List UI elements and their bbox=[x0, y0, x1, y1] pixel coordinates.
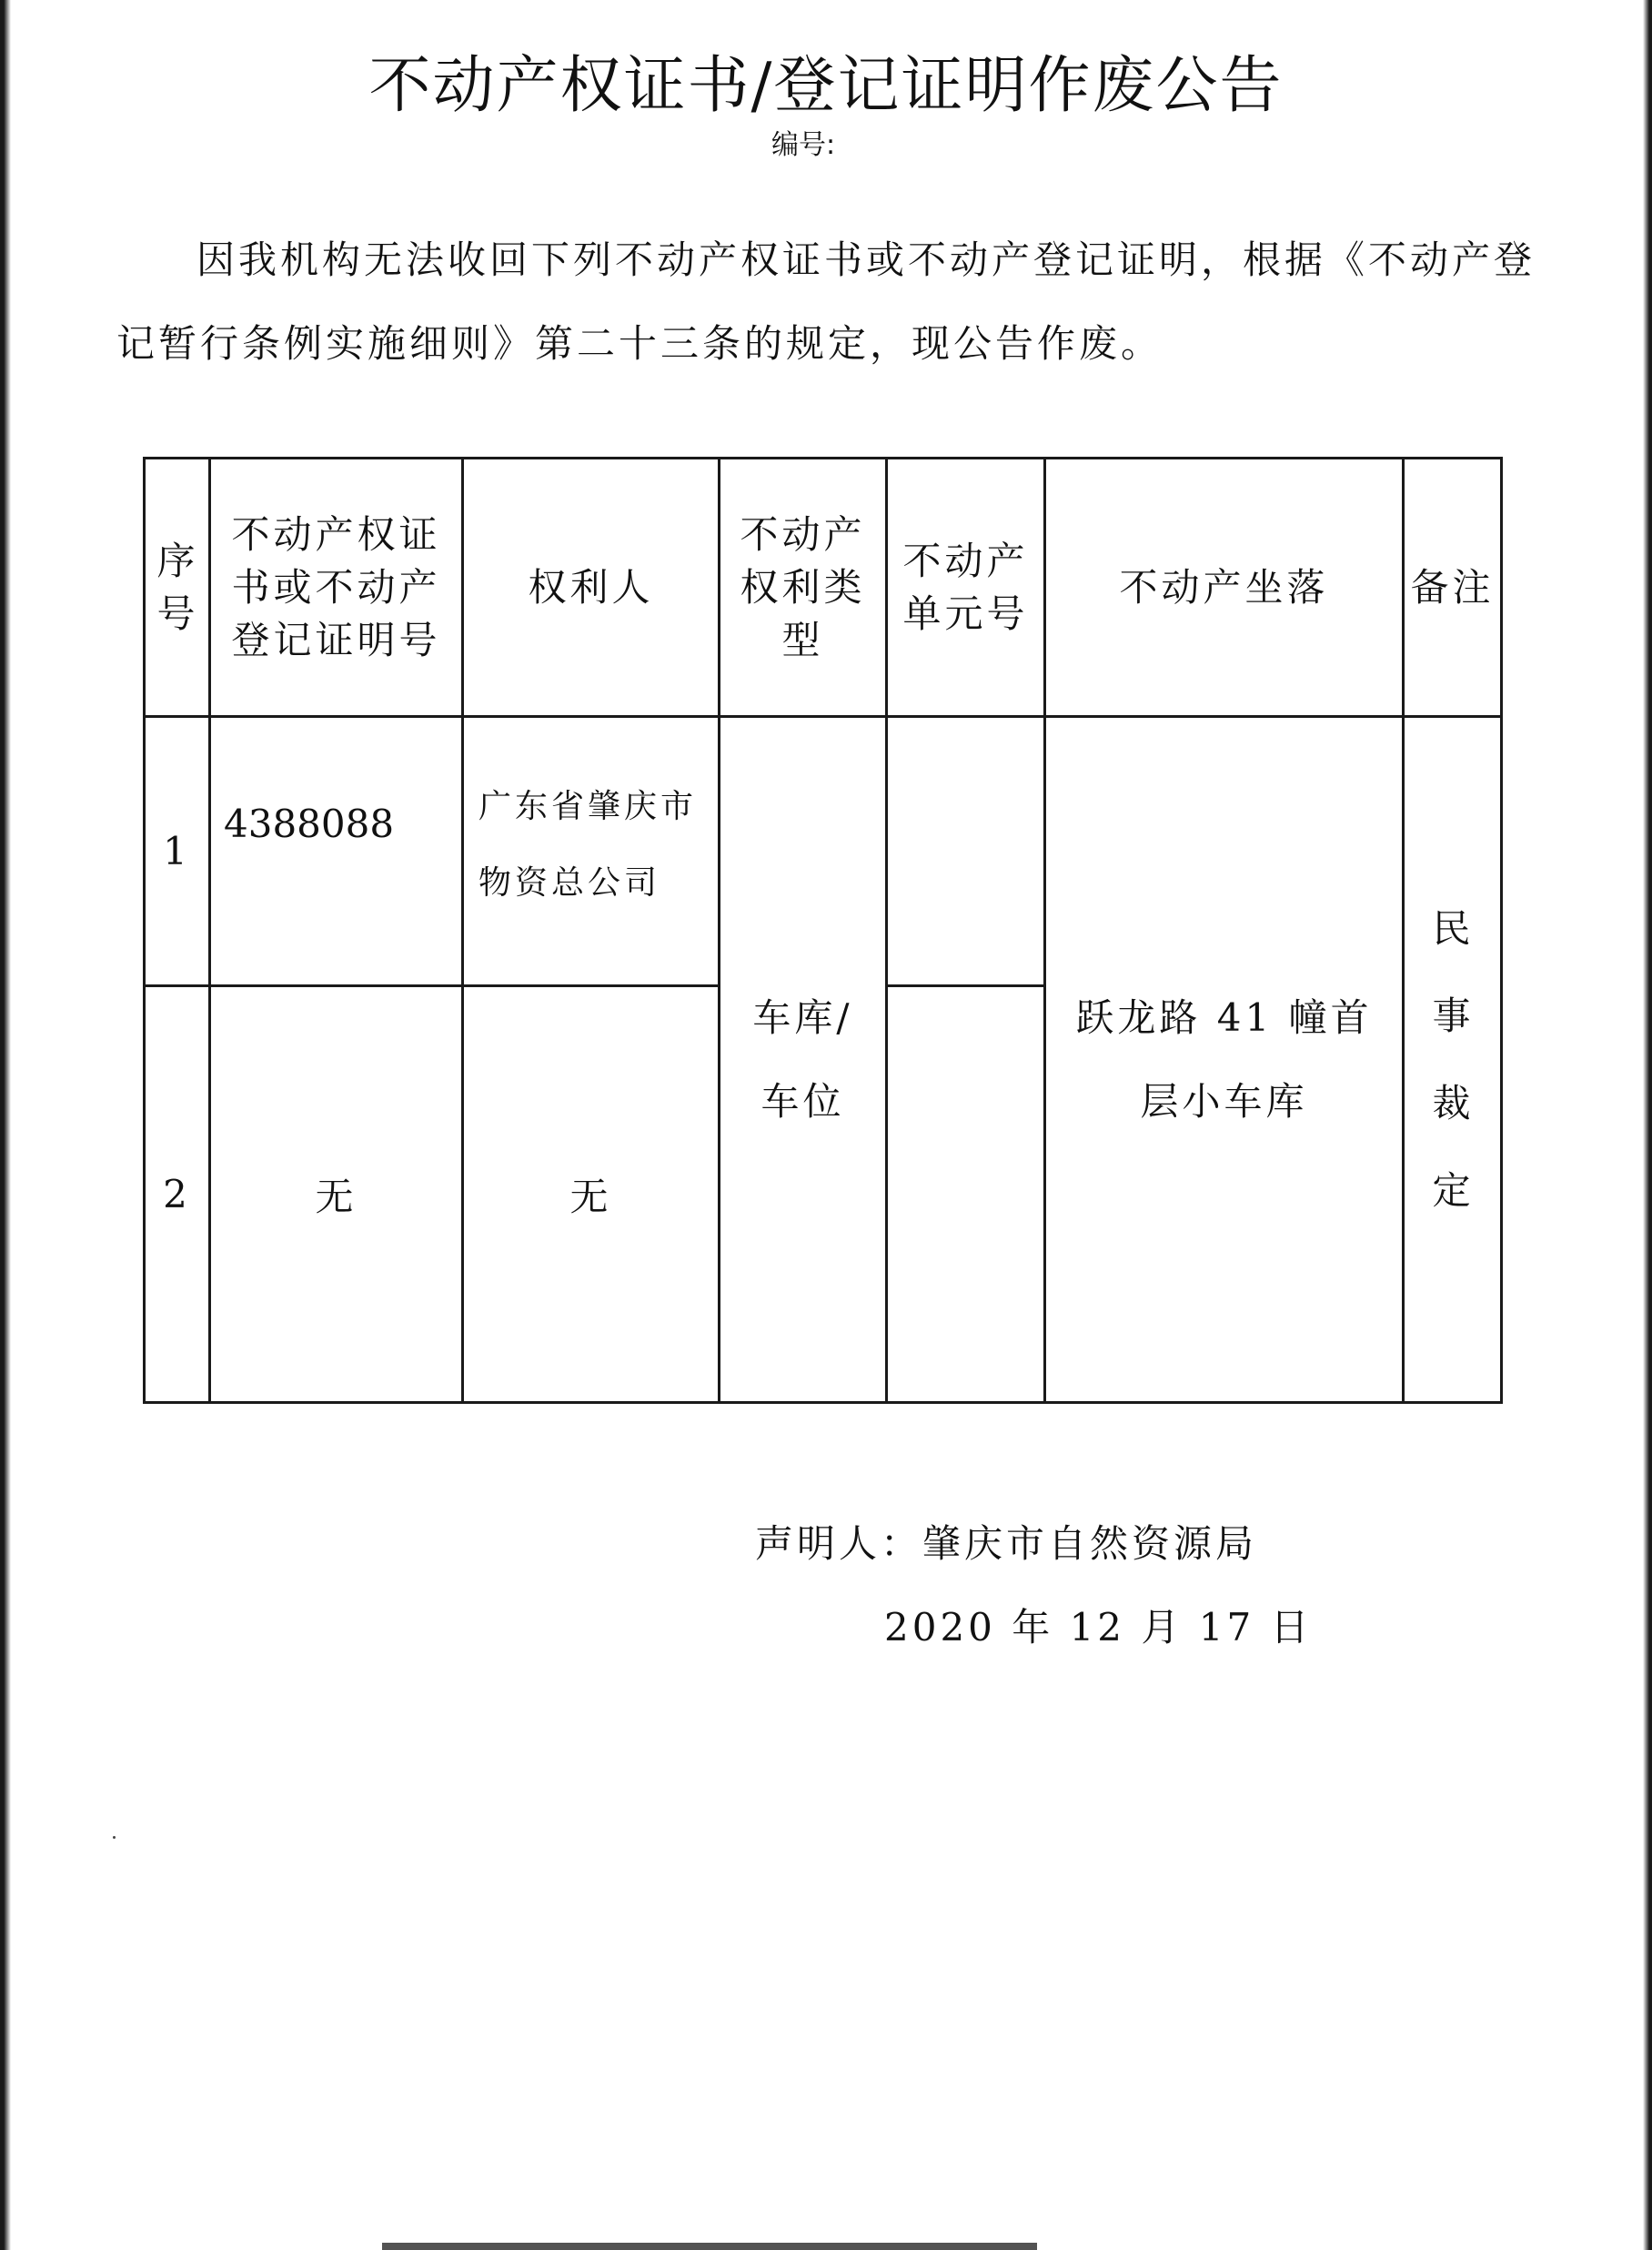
shared-type-text: 车库/车位 bbox=[752, 994, 853, 1124]
declarant: 声明人：肇庆市自然资源局 bbox=[755, 1521, 1258, 1566]
header-cert: 不动产权证书或不动产登记证明号 bbox=[210, 459, 463, 717]
shared-location-cell bbox=[1045, 717, 1404, 1403]
shared-type-cell bbox=[720, 717, 887, 1403]
notice-paragraph: 因我机构无法收回下列不动产权证书或不动产登记证明，根据《不动产登记暂行条例实施细则》第二十三条的规定，现公告作废。 bbox=[116, 237, 1536, 366]
scan-bottom-edge bbox=[382, 2243, 1037, 2250]
doc-number-label: 编号: bbox=[771, 129, 836, 161]
table-header-row bbox=[145, 459, 1502, 717]
header-seq: 序号 bbox=[145, 459, 210, 717]
header-unit: 不动产单元号 bbox=[887, 459, 1045, 717]
row2-seq: 2 bbox=[145, 986, 210, 1403]
header-holder: 权利人 bbox=[463, 459, 720, 717]
row1-unit bbox=[887, 717, 1045, 986]
scan-speck bbox=[113, 1836, 116, 1839]
row1-cert: 4388088 bbox=[210, 717, 463, 986]
row2-unit bbox=[887, 986, 1045, 1403]
row1-seq: 1 bbox=[145, 717, 210, 986]
scan-left-edge bbox=[0, 0, 11, 2250]
table-row bbox=[145, 717, 1502, 986]
scan-right-edge bbox=[1643, 0, 1652, 2250]
row2-holder: 无 bbox=[463, 986, 720, 1403]
shared-location-text: 跃龙路 41 幢首层小车库 bbox=[1075, 994, 1373, 1124]
issue-date: 2020 年 12 月 17 日 bbox=[884, 1605, 1313, 1650]
header-location: 不动产坐落 bbox=[1045, 459, 1404, 717]
shared-note-cell bbox=[1404, 717, 1502, 1403]
void-notice-table bbox=[143, 457, 1503, 1404]
header-type: 不动产权利类型 bbox=[720, 459, 887, 717]
row1-holder bbox=[463, 717, 720, 986]
shared-note-text: 民事裁定 bbox=[1432, 905, 1475, 1213]
page-title: 不动产权证书/登记证明作废公告 bbox=[368, 50, 1284, 122]
header-note: 备注 bbox=[1404, 459, 1502, 717]
row2-cert: 无 bbox=[210, 986, 463, 1403]
row1-holder-text: 广东省肇庆市物资总公司 bbox=[478, 788, 698, 902]
